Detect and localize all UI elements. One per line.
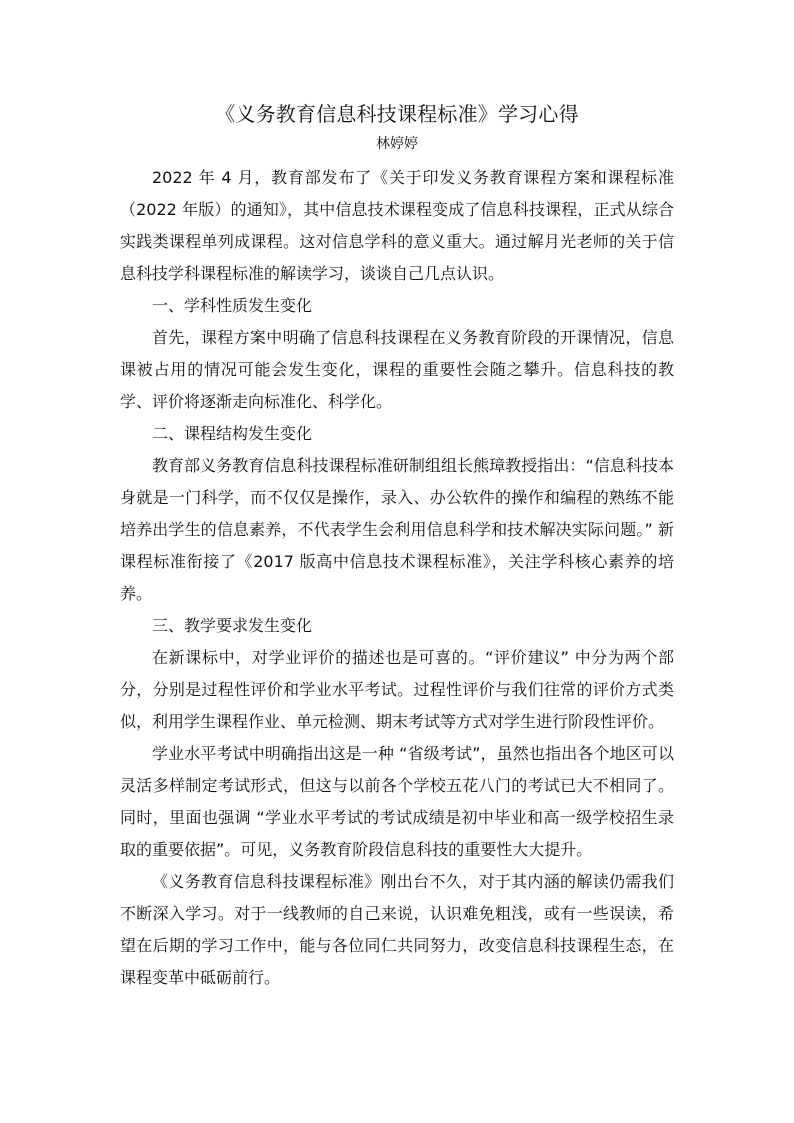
section-heading-nature: 一、学科性质发生变化 (152, 296, 313, 315)
section-paragraph: 教育部义务教育信息科技课程标准研制组组长熊璋教授指出：“信息科技本身就是一门科学，而不仅仅是操作，录入、办公软件的操作和编程的熟练不能培养出学生的信息素养，不代表学生会利用信息科学和技术解决实际问题。” 新课程标准衔接了《2017 版高中信息技术课程标准》，关注学科核心素养的培养。 (120, 456, 674, 603)
document-title: 《义务教育信息科技课程标准》学习心得 (215, 102, 579, 126)
section-paragraph: 在新课标中，对学业评价的描述也是可喜的。“评价建议” 中分为两个部分，分别是过程性评价和学业水平考试。过程性评价与我们往常的评价方式类似，利用学生课程作业、单元检测、期末考试等方式对学生进行阶段性评价。 (120, 648, 674, 731)
section-heading-requirements: 三、教学要求发生变化 (152, 616, 313, 635)
document-body (120, 96, 674, 994)
conclusion-paragraph: 《义务教育信息科技课程标准》刚出台不久，对于其内涵的解读仍需我们不断深入学习。对于一线教师的自己来说，认识难免粗浅，或有一些误读，希望在后期的学习工作中，能与各位同仁共同努力，改变信息科技课程生态，在课程变革中砥砺前行。 (120, 872, 674, 987)
section-paragraph: 学业水平考试中明确指出这是一种 “省级考试”，虽然也指出各个地区可以灵活多样制定考试形式，但这与以前各个学校五花八门的考试已大不相同了。同时，里面也强调 “学业水平考试的考试成绩是初中毕业和高一级学校招生录取的重要依据”。可见，义务教育阶段信息科技的重要性大大提升。 (120, 744, 674, 859)
intro-paragraph: 2022 年 4 月，教育部发布了《关于印发义务教育课程方案和课程标准（2022 年版）的通知》，其中信息技术课程变成了信息科技课程，正式从综合实践类课程单列成课程。这对信息学科的意义重大。通过解月光老师的关于信息科技学科课程标准的解读学习，谈谈自己几点认识。 (120, 168, 674, 283)
author-name: 林婷婷 (376, 136, 418, 152)
section-heading-structure: 二、课程结构发生变化 (152, 424, 313, 443)
section-paragraph: 首先，课程方案中明确了信息科技课程在义务教育阶段的开课情况，信息课被占用的情况可能会发生变化，课程的重要性会随之攀升。信息科技的教学、评价将逐渐走向标准化、科学化。 (120, 328, 674, 411)
